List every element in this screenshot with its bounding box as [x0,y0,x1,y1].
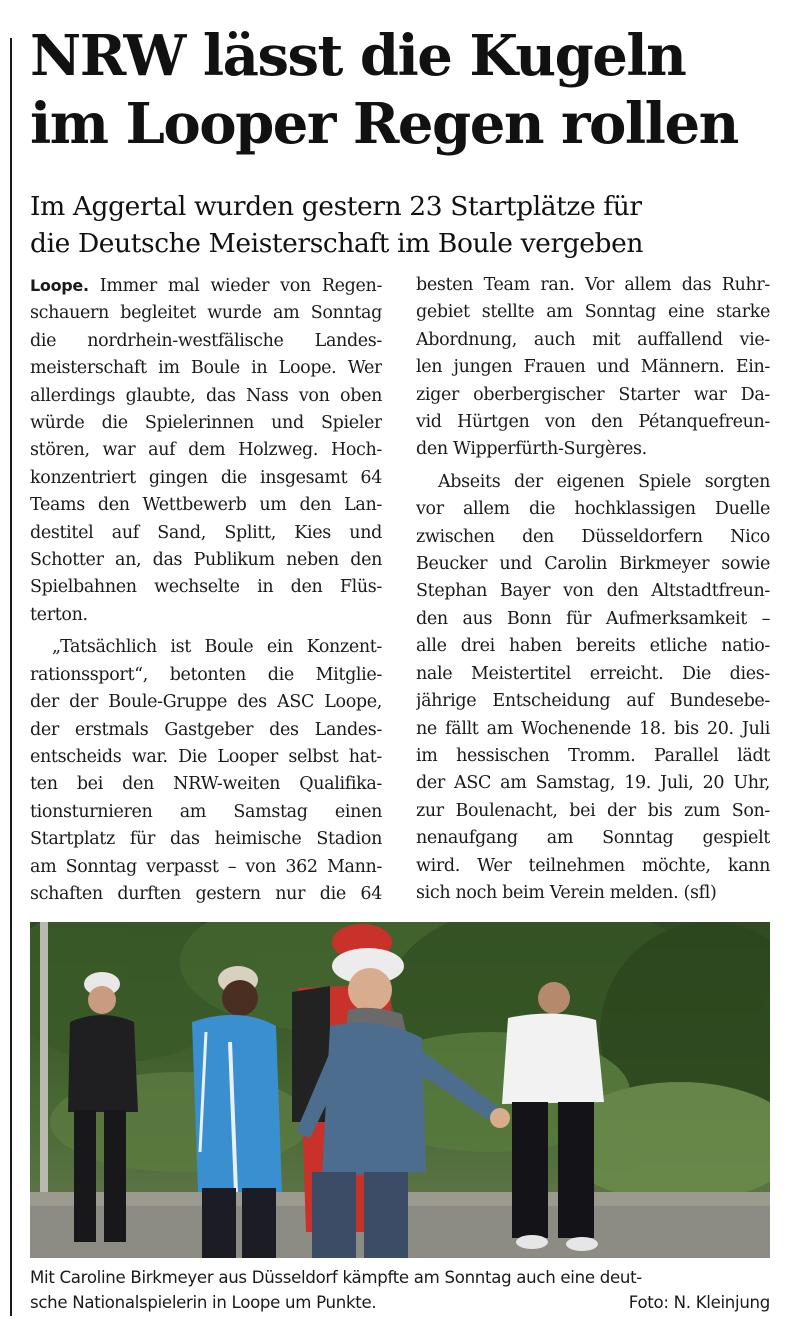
body-line: Beucker und Carolin Birkmeyer sowie [416,554,770,575]
body-line: jährige Entscheidung auf Bundesebe- [416,691,770,712]
body-line: Spielbahnen wechselte in den Flüs- [30,577,382,598]
body-line: tionsturnieren am Samstag einen [30,801,382,822]
body-line: ne fällt am Wochenende 18. bis 20. Juli [416,718,770,739]
column-rule [10,38,12,1316]
body-line: den aus Bonn für Aufmerksamkeit – [416,608,770,629]
body-line: am Sonntag verpasst – von 362 Mann- [30,856,382,877]
body-line: Stephan Bayer von den Altstadtfreun- [416,581,770,602]
body-line: nenaufgang am Sonntag gespielt [416,828,770,849]
body-line: len jungen Frauen und Männern. Ein- [416,357,770,378]
body-line: der der Boule-Gruppe des ASC Loope, [30,692,382,713]
body-line: ten bei den NRW-weiten Qualifika- [30,774,382,795]
body-line: der erstmals Gastgeber des Landes- [30,719,382,740]
body-line: würde die Spielerinnen und Spieler [30,413,382,434]
body-line: allerdings glaubte, das Nass von oben [30,385,382,406]
article-column-right [416,272,770,907]
body-line [30,272,382,300]
headline [30,22,800,158]
body-line: der ASC am Samstag, 19. Juli, 20 Uhr, [416,773,770,794]
body-line: ziger oberbergischer Starter war Da- [416,384,770,405]
photo-credit: Foto: N. Kleinjung [628,1293,770,1312]
post [40,922,48,1212]
photo-illustration [30,922,770,1258]
body-line: „Tatsächlich ist Boule ein Konzent- [52,637,382,658]
headline-line-1: NRW lässt die Kugeln [30,23,686,89]
body-line: zur Boulenacht, bei der bis zum Son- [416,800,770,821]
body-line: sich noch beim Verein melden. (sfl) [416,882,717,903]
photo-caption [30,1265,770,1315]
body-line: im hessischen Tromm. Parallel lädt [416,745,770,766]
dateline: Loope. [30,276,89,295]
article-photo [30,922,770,1258]
body-line: schaften durften gestern nur die 64 [30,883,382,904]
body-line: zwischen den Düsseldorfern Nico [416,526,770,547]
caption-line-1: Mit Caroline Birkmeyer aus Düsseldorf kämpfte am Sonntag auch eine deut- [30,1268,642,1287]
article-column-left [30,272,382,908]
caption-line-2: sche Nationalspielerin in Loope um Punkte. [30,1293,377,1312]
body-line: besten Team ran. Vor allem das Ruhr- [416,275,770,295]
body-line: entscheids war. Die Looper selbst hat- [30,746,382,767]
subheadline [30,188,800,262]
body-line: Abordnung, auch mit auffallend vie- [416,329,770,350]
body-line: destitel auf Sand, Splitt, Kies und [30,522,382,543]
body-line: schauern begleitet wurde am Sonntag [30,303,382,324]
subheadline-line-2: die Deutsche Meisterschaft im Boule vergeben [30,228,644,259]
body-line: meisterschaft im Boule in Loope. Wer [30,358,382,379]
body-text: Immer mal wieder von Regen- [99,276,382,296]
body-line: konzentriert gingen die insgesamt 64 [30,467,382,488]
body-line: die nordrhein-westfälische Landes- [30,330,382,351]
body-line: Schotter an, das Publikum neben den [30,550,382,571]
body-line: alle drei haben bereits etliche natio- [416,636,770,657]
body-line: nale Meistertitel erreicht. Die dies- [416,663,770,684]
body-line: den Wipperfürth-Surgères. [416,439,647,460]
body-line: wird. Wer teilnehmen möchte, kann [416,855,770,876]
body-line: Teams den Wettbewerb um den Lan- [30,495,382,516]
body-line: Startplatz für das heimische Stadion [30,829,382,850]
body-line: stören, war auf dem Holzweg. Hoch- [30,440,382,461]
body-line: terton. [30,604,88,625]
body-line: vor allem die hochklassigen Duelle [416,499,770,520]
body-line: Abseits der eigenen Spiele sorgten [438,471,770,492]
body-line: rationssport“, betonten die Mitglie- [30,664,382,685]
body-line: gebiet stellte am Sonntag eine starke [416,302,770,323]
body-line: vid Hürtgen von den Pétanquefreun- [416,412,770,433]
subheadline-line-1: Im Aggertal wurden gestern 23 Startplätze für [30,191,642,222]
headline-line-2: im Looper Regen rollen [30,91,738,157]
